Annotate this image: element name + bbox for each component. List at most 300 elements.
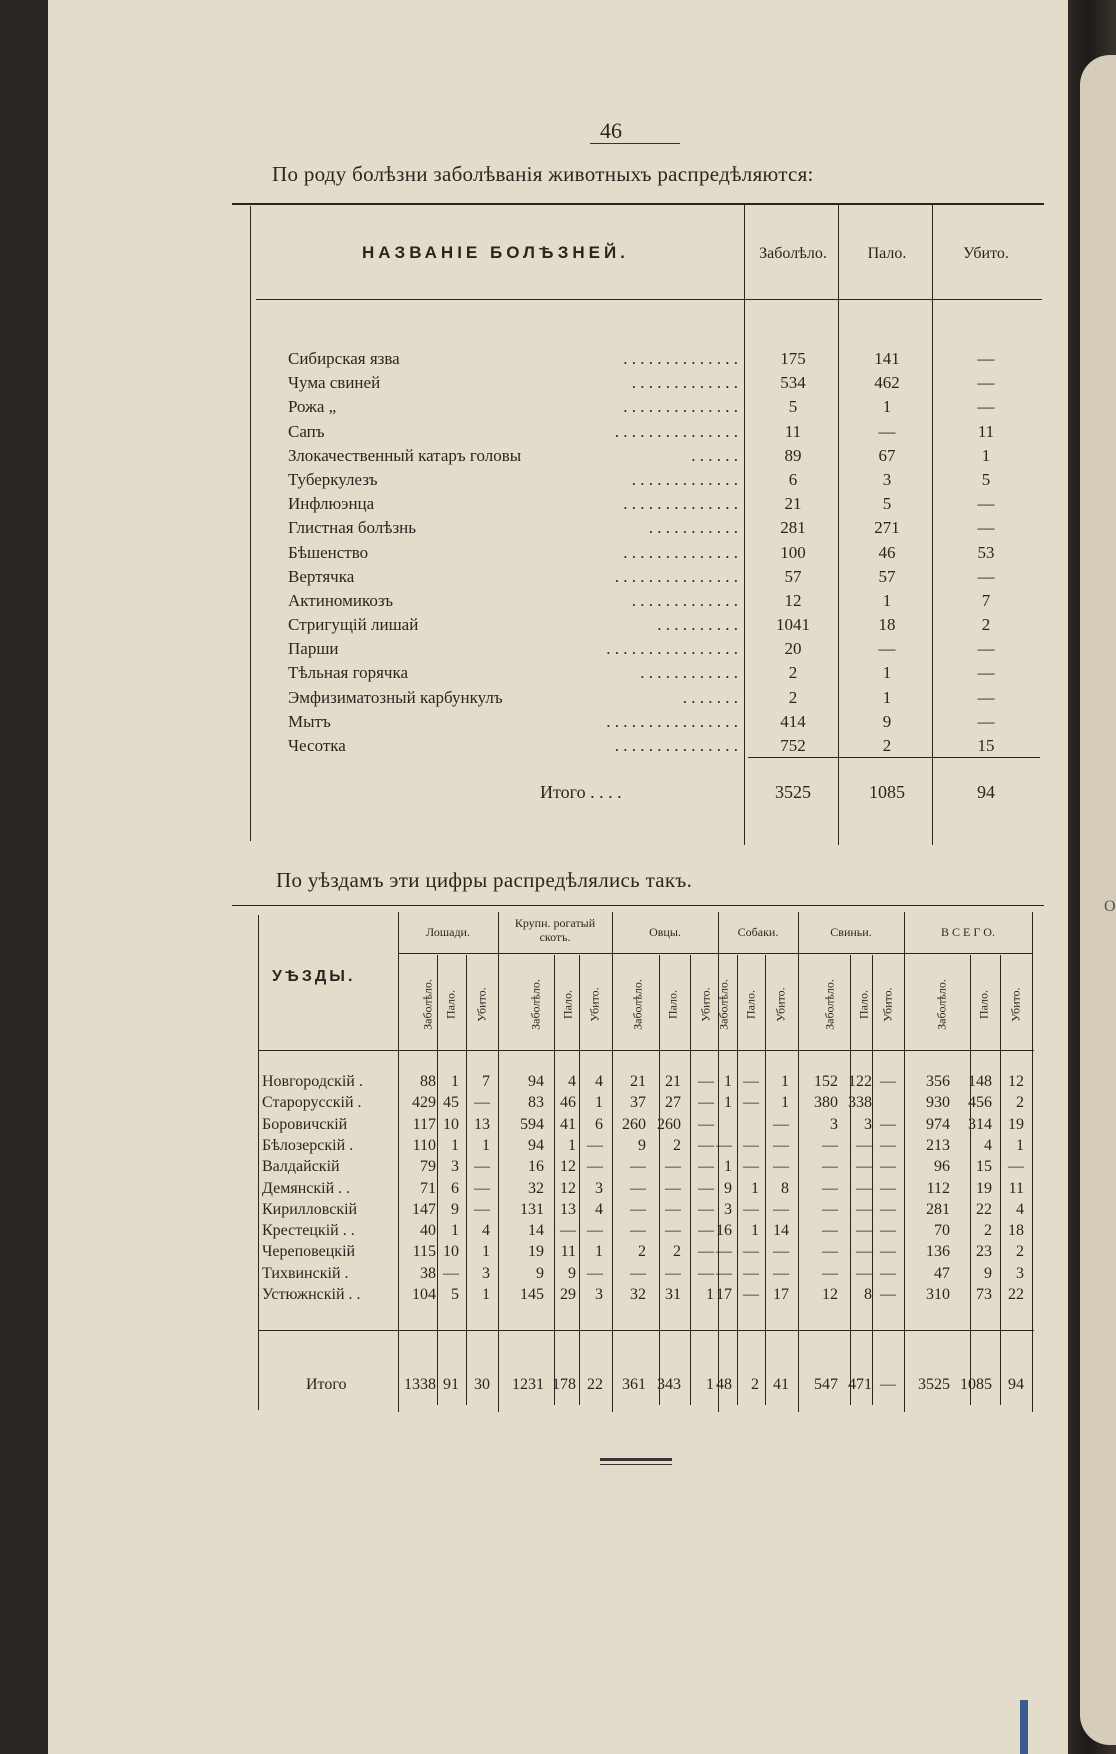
uezd-cell: 1 [724,1094,732,1112]
uezd-cell: 22 [976,1200,992,1218]
uezd-cell: 1 [724,1073,732,1090]
uezd-cell: 91 [443,1376,459,1393]
disease-name: Рожа „ [288,397,337,417]
cell-sick: 89 [784,445,802,465]
table1-total-label: Итого . . . . [540,782,622,802]
uezd-cell: 1 [482,1286,490,1303]
leader-dots: . . . . . . . . . . . . . . . . [606,639,738,659]
cell-killed: 2 [981,615,991,635]
cell-sick: 534 [780,373,806,393]
subheader-killed: Убито. [773,987,788,1022]
uezd-cell: — [587,1222,603,1240]
cell-died: 1 [882,687,892,707]
uezd-cell: 19 [1008,1115,1024,1133]
uezd-cell: 15 [976,1158,992,1176]
uezd-cell: 178 [552,1376,576,1393]
uezd-name: Новгородскій . [262,1073,363,1090]
uezd-cell: 22 [587,1376,603,1393]
uezd-cell: — [560,1222,576,1240]
uezd-cell: — [665,1222,681,1240]
cell-killed: — [977,349,995,368]
uezd-cell: — [743,1264,759,1282]
disease-row [288,373,1048,397]
uezd-cell: — [587,1158,603,1176]
uezd-cell: 1 [482,1243,490,1261]
uezd-cell: — [773,1243,789,1261]
leader-dots: . . . . . . . . . . . . . . . . [606,711,738,731]
cell-killed: — [977,518,995,538]
cell-killed: 5 [981,469,991,489]
cell-sick: 12 [784,590,802,610]
uezd-cell: 1 [451,1222,459,1240]
leader-dots: . . . . . . [691,445,738,465]
uezd-cell: — [665,1158,681,1176]
disease-name: Туберкулезъ [288,469,378,489]
uezd-cell: 343 [657,1376,681,1393]
uezd-cell: 11 [560,1243,576,1261]
uezd-cell: 12 [1008,1073,1024,1090]
cell-sick: 57 [784,566,802,586]
uezd-cell: 145 [520,1286,544,1303]
uezd-cell: 456 [968,1094,992,1112]
disease-name: Актиномикозъ [288,590,394,610]
uezd-cell: 1 [751,1222,759,1240]
table2-left-rule [258,915,259,1410]
uezd-cell: 1 [595,1094,603,1112]
subheader-died: Пало. [665,989,680,1020]
cell-sick: 1041 [776,615,810,635]
uezd-cell: 27 [665,1094,681,1112]
uezd-cell: 48 [716,1376,732,1393]
uezdy-header: УѢЗДЫ. [272,968,356,985]
cell-died: 1 [882,590,892,610]
group-header: Лошади. [426,925,470,939]
uezd-cell: 147 [412,1200,436,1218]
cell-sick: 21 [784,494,802,514]
uezd-cell: 31 [665,1286,681,1303]
uezd-cell: 3 [451,1158,459,1176]
uezd-cell: — [743,1286,759,1303]
uezd-cell: 310 [926,1286,950,1303]
uezd-cell: 122 [848,1073,872,1090]
uezd-cell: — [856,1222,872,1240]
uezd-cell: — [856,1243,872,1261]
uezd-cell: — [773,1158,789,1176]
uezd-cell: — [880,1179,896,1197]
cell-died: 2 [882,736,892,755]
uezd-cell: 260 [622,1115,646,1133]
disease-row [288,663,1048,687]
closing-rule [600,1458,672,1461]
uezd-cell: 136 [926,1243,950,1261]
cell-sick: 175 [780,349,806,368]
disease-row [288,518,1048,542]
uezd-cell: — [630,1264,646,1282]
uezd-cell: — [474,1158,490,1176]
disease-rows [288,349,1048,760]
uezd-cell: 70 [934,1222,950,1240]
disease-name: Стригущій лишай [288,615,419,635]
cell-died: 67 [878,445,896,465]
subheader-killed: Убито. [698,987,713,1022]
uezd-cell: 356 [926,1073,950,1090]
uezd-cell: 547 [814,1376,838,1393]
cell-sick: 2 [788,663,798,683]
cell-died: 462 [874,373,900,393]
cell-died: 5 [882,494,892,514]
uezd-cell: 117 [412,1115,436,1133]
uezd-cell: 112 [926,1179,950,1197]
uezd-cell: 115 [412,1243,436,1261]
uezd-cell: 148 [968,1073,992,1090]
uezd-cell: — [822,1243,838,1261]
group-header: Крупн. рогатый скотъ. [514,916,596,944]
subheader-killed: Убито. [587,987,602,1022]
uezd-cell: 14 [773,1222,789,1240]
uezd-cell: — [474,1200,490,1218]
uezd-cell: 94 [1008,1376,1024,1393]
header-bottom-rule [258,1050,1034,1051]
uezd-cell: — [698,1264,714,1282]
uezd-cell: 16 [528,1158,544,1176]
cell-died: 18 [878,615,896,635]
uezd-cell: 8 [781,1179,789,1197]
uezd-cell: 1085 [960,1376,992,1393]
uezd-cell: — [880,1264,896,1282]
uezd-cell: 3 [724,1200,732,1218]
uezd-cell: 46 [560,1094,576,1112]
disease-row [288,397,1048,421]
uezd-cell: — [630,1200,646,1218]
disease-name: Чума свиней [288,373,381,393]
table1-total-sick: 3525 [775,782,811,802]
cell-killed: — [977,711,995,731]
uezd-cell: 1 [706,1376,714,1393]
cell-died: 1 [882,397,892,417]
cell-killed: 15 [977,736,995,755]
cell-died: — [878,421,896,441]
uezd-cell: — [880,1073,896,1090]
table1-total-died: 1085 [869,782,905,802]
uezd-name: Демянскій . . [262,1179,351,1197]
uezd-cell: 2 [984,1222,992,1240]
uezd-cell: 88 [420,1073,436,1090]
uezd-name: Устюжнскій . . [262,1286,361,1303]
disease-name: Тѣльная горячка [288,663,409,683]
diseases-caption: По роду болѣзни заболѣванія животныхъ распредѣляются: [272,162,814,186]
table1-left-rule [250,206,251,841]
disease-row [288,615,1048,639]
table1-title: НАЗВАНІЕ БОЛѢЗНЕЙ. [362,243,629,262]
uezd-cell: 16 [716,1222,732,1240]
uezd-cell: — [698,1094,714,1112]
uezd-cell: — [743,1243,759,1261]
uezd-cell: 30 [474,1376,490,1393]
header-sick: Заболѣло. [759,245,827,262]
uezd-cell: — [698,1158,714,1176]
uezd-cell: — [698,1115,714,1133]
cell-killed: 7 [981,590,991,610]
page-number-rule [590,143,680,144]
cell-sick: 11 [784,421,802,441]
cell-died: 9 [882,711,892,731]
uezd-cell: 1 [451,1073,459,1090]
subheader-sick: Заболѣло. [822,979,837,1030]
subheader-died: Пало. [560,989,575,1020]
uezd-cell: 1 [781,1094,789,1112]
uezd-cell [840,1094,896,1115]
uezd-cell: 930 [926,1094,950,1112]
uezd-cell: 2 [638,1243,646,1261]
disease-row [288,446,1048,470]
group-header: Овцы. [649,925,681,939]
uezd-cell: 260 [657,1115,681,1133]
leader-dots: . . . . . . . . . . . . . . [623,397,738,417]
subheader-killed: Убито. [1008,987,1023,1022]
cell-sick: 752 [780,736,806,755]
disease-name: Эмфизиматозный карбункулъ [288,687,503,707]
disease-name: Парши [288,639,339,659]
uezd-cell: 1231 [512,1376,544,1393]
cell-sick: 281 [780,518,806,538]
disease-row [288,543,1048,567]
leader-dots: . . . . . . . . . . . . . . [623,349,738,368]
uezd-cell: — [665,1179,681,1197]
subheader-died: Пало. [856,989,871,1020]
uezd-cell: — [698,1222,714,1240]
group-header: Свиньи. [830,925,872,939]
subheader-sick: Заболѣло. [528,979,543,1030]
uezd-cell: 73 [976,1286,992,1303]
uezd-cell: 4 [1016,1200,1024,1218]
disease-name: Чесотка [288,736,346,755]
cell-died: 57 [878,566,896,586]
cell-died: 46 [878,542,896,562]
uezd-cell: 83 [528,1094,544,1112]
uezd-cell: 41 [773,1376,789,1393]
uezd-cell: 1 [724,1158,732,1176]
uezd-cell: — [698,1179,714,1197]
uezd-total-label: Итого [306,1376,347,1393]
uezd-cell: 3525 [918,1376,950,1393]
uezd-cell: 21 [665,1073,681,1090]
uezd-cell: 4 [568,1073,576,1090]
uezd-cell: 1 [595,1243,603,1261]
uezd-cell: — [743,1073,759,1090]
uezd-cell: — [856,1136,872,1154]
group-header: В С Е Г О. [941,925,995,939]
uezd-name: Валдайскій [262,1158,340,1176]
cell-died: 3 [882,469,892,489]
cell-killed: — [977,566,995,586]
uezd-cell: 3 [864,1115,872,1133]
disease-name: Бѣшенство [288,542,369,562]
uezd-cell: — [822,1179,838,1197]
uezd-cell: 9 [638,1136,646,1154]
table1-sum-rule [748,757,1040,758]
page-edge-marker [1020,1700,1028,1754]
disease-row [288,639,1048,663]
uezd-cell: 79 [420,1158,436,1176]
subheader-died: Пало. [443,989,458,1020]
uezd-name: Череповецкій [262,1243,356,1261]
uezd-cell: 12 [560,1179,576,1197]
subheader-killed: Убито. [474,987,489,1022]
cell-died: 141 [874,349,900,368]
uezd-cell: — [880,1158,896,1176]
closing-rule-thin [600,1464,672,1465]
uezd-cell: 8 [864,1286,872,1303]
uezd-cell: — [665,1264,681,1282]
disease-name: Злокачественный катаръ головы [288,445,522,465]
leader-dots: . . . . . . . . . . . [648,518,738,538]
uezd-cell: 9 [451,1200,459,1218]
cell-killed: — [977,639,995,659]
cell-killed: — [977,663,995,683]
uezd-cell: 3 [482,1264,490,1282]
uezd-cell: — [822,1158,838,1176]
uezd-cell: — [716,1264,732,1282]
uezd-cell: 19 [528,1243,544,1261]
cell-died: — [878,639,896,659]
uezd-cell: — [743,1136,759,1154]
uezd-cell: 3 [1016,1264,1024,1282]
uezd-cell: — [587,1136,603,1154]
uezd-cell: 1338 [404,1376,436,1393]
cell-died: 1 [882,663,892,683]
uezd-cell: — [822,1264,838,1282]
table1-header-rule [256,299,1042,300]
uezd-cell: — [743,1200,759,1218]
subheader-sick: Заболѣло. [716,979,731,1030]
uezd-cell: 5 [451,1286,459,1303]
disease-row [288,422,1048,446]
disease-name: Инфлюэнца [288,494,375,514]
cell-sick: 414 [780,711,806,731]
uezd-cell: — [1008,1158,1024,1176]
uezd-cell: 1 [751,1179,759,1197]
uezd-cell: 1 [568,1136,576,1154]
uezd-cell: 2 [751,1376,759,1393]
uezd-name: Тихвинскій . [262,1264,349,1282]
subheader-sick: Заболѣло. [630,979,645,1030]
uezd-cell: 9 [568,1264,576,1282]
cell-killed: 1 [981,445,991,465]
uezd-cell: 2 [1016,1243,1024,1261]
disease-row [288,349,1048,373]
uezd-cell: 2 [673,1136,681,1154]
cell-killed: — [977,687,995,707]
uezd-cell: 9 [984,1264,992,1282]
uezd-cell: — [743,1094,759,1112]
uezd-cell: — [880,1222,896,1240]
uezd-cell: 13 [474,1115,490,1133]
uezd-cell: 19 [976,1179,992,1197]
uezd-cell: — [474,1179,490,1197]
uezd-cell: 47 [934,1264,950,1282]
leader-dots: . . . . . . . . . . . . [640,663,738,683]
uezd-cell: 12 [822,1286,838,1303]
uezd-cell: — [716,1243,732,1261]
table1-top-rule [232,203,1044,205]
uezd-cell: 94 [528,1136,544,1154]
uezd-cell: 338 [848,1094,872,1112]
uezd-cell: 71 [420,1179,436,1197]
table2-top-rule [232,905,1044,906]
uezd-cell: 2 [1016,1094,1024,1112]
leader-dots: . . . . . . . . . . . . . [631,590,738,610]
uezd-cell: 45 [443,1094,459,1112]
disease-row [288,591,1048,615]
uezd-cell: 6 [595,1115,603,1133]
uezd-cell: 9 [724,1179,732,1197]
uezd-cell: 29 [560,1286,576,1303]
uezd-cell: 213 [926,1136,950,1154]
subheader-sick: Заболѣло. [420,979,435,1030]
uezd-cell: — [856,1179,872,1197]
subheader-killed: Убито. [880,987,895,1022]
uezd-name: Боровичскій [262,1115,348,1133]
uezd-cell: — [856,1200,872,1218]
uezd-cell: — [880,1286,896,1303]
uezd-cell: 1 [1016,1136,1024,1154]
uezd-cell: — [880,1376,896,1393]
uezd-cell: 94 [528,1073,544,1090]
uezd-cell: — [443,1264,459,1282]
uezd-name: Старорусскій . [262,1094,362,1112]
uezd-cell: 594 [520,1115,544,1133]
uezd-cell: — [474,1094,490,1112]
uezd-cell: — [822,1136,838,1154]
cell-killed: — [977,494,995,514]
uezd-cell: — [856,1158,872,1176]
uezd-cell: 1 [781,1073,789,1090]
uezd-cell: 429 [412,1094,436,1112]
leader-dots: . . . . . . . . . . . . . . . [614,736,738,755]
cell-sick: 6 [788,469,798,489]
uezd-cell: — [743,1158,759,1176]
uezd-cell: 3 [595,1179,603,1197]
uezd-cell: — [773,1200,789,1218]
uezd-cell: 96 [934,1158,950,1176]
uezd-cell: 41 [560,1115,576,1133]
uezd-cell: 1 [451,1136,459,1154]
uezd-cell: 6 [451,1179,459,1197]
uezd-cell: 1 [482,1136,490,1154]
disease-name: Вертячка [288,566,355,586]
uezd-cell: 21 [630,1073,646,1090]
uezd-cell: 18 [1008,1222,1024,1240]
subheader-sick: Заболѣло. [934,979,949,1030]
leader-dots: . . . . . . . . . . . . . . . [614,421,738,441]
uezd-cell: 9 [536,1264,544,1282]
cell-killed: 53 [977,542,995,562]
table1-total-killed: 94 [977,782,995,802]
cell-sick: 100 [780,542,806,562]
uezd-cell: — [773,1264,789,1282]
disease-row [288,470,1048,494]
subheader-died: Пало. [743,989,758,1020]
uezd-cell: 3 [830,1115,838,1133]
uezd-cell: 37 [630,1094,646,1112]
disease-name: Глистная болѣзнь [288,518,417,538]
header-killed: Убито. [963,245,1009,262]
uezd-name: Бѣлозерскій . [262,1136,354,1154]
uezd-cell: — [698,1243,714,1261]
uezd-cell: 4 [595,1200,603,1218]
uezd-cell: 361 [622,1376,646,1393]
uezd-cell: 11 [1008,1179,1024,1197]
